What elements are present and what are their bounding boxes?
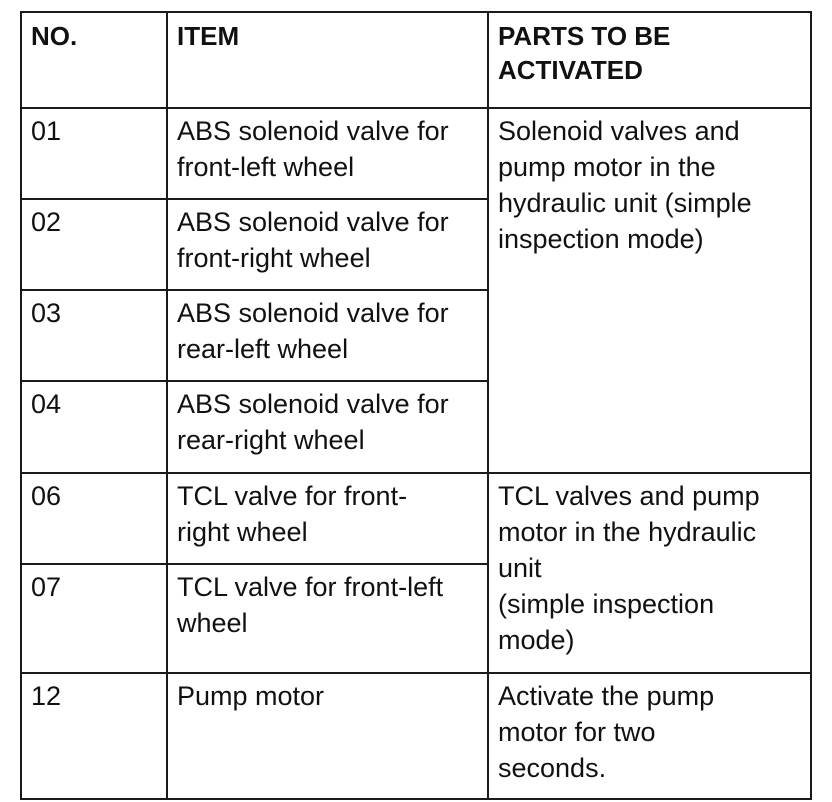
row-no: 01 <box>21 108 167 199</box>
table-row <box>21 108 811 199</box>
parts-abs: Solenoid valves and pump motor in the hydraulic unit (simple inspection mode) <box>488 108 811 473</box>
row-item: ABS solenoid valve for rear-right wheel <box>167 381 488 473</box>
header-parts: PARTS TO BE ACTIVATED <box>488 12 811 108</box>
table-row <box>21 473 811 564</box>
row-no: 03 <box>21 290 167 381</box>
activation-table <box>20 11 812 800</box>
row-item: Pump motor <box>167 673 488 799</box>
row-item: ABS solenoid valve for front-right wheel <box>167 199 488 290</box>
row-no: 04 <box>21 381 167 473</box>
row-no: 02 <box>21 199 167 290</box>
row-no: 12 <box>21 673 167 799</box>
header-no: NO. <box>21 12 167 108</box>
header-item: ITEM <box>167 12 488 108</box>
row-no: 07 <box>21 564 167 673</box>
row-no: 06 <box>21 473 167 564</box>
row-item: TCL valve for front-left wheel <box>167 564 488 673</box>
row-item: ABS solenoid valve for front-left wheel <box>167 108 488 199</box>
row-item: ABS solenoid valve for rear-left wheel <box>167 290 488 381</box>
parts-tcl: TCL valves and pump motor in the hydraulic unit (simple inspection mode) <box>488 473 811 673</box>
table-row <box>21 673 811 799</box>
parts-pump: Activate the pump motor for two seconds. <box>488 673 811 799</box>
header-row <box>21 12 811 108</box>
row-item: TCL valve for front- right wheel <box>167 473 488 564</box>
